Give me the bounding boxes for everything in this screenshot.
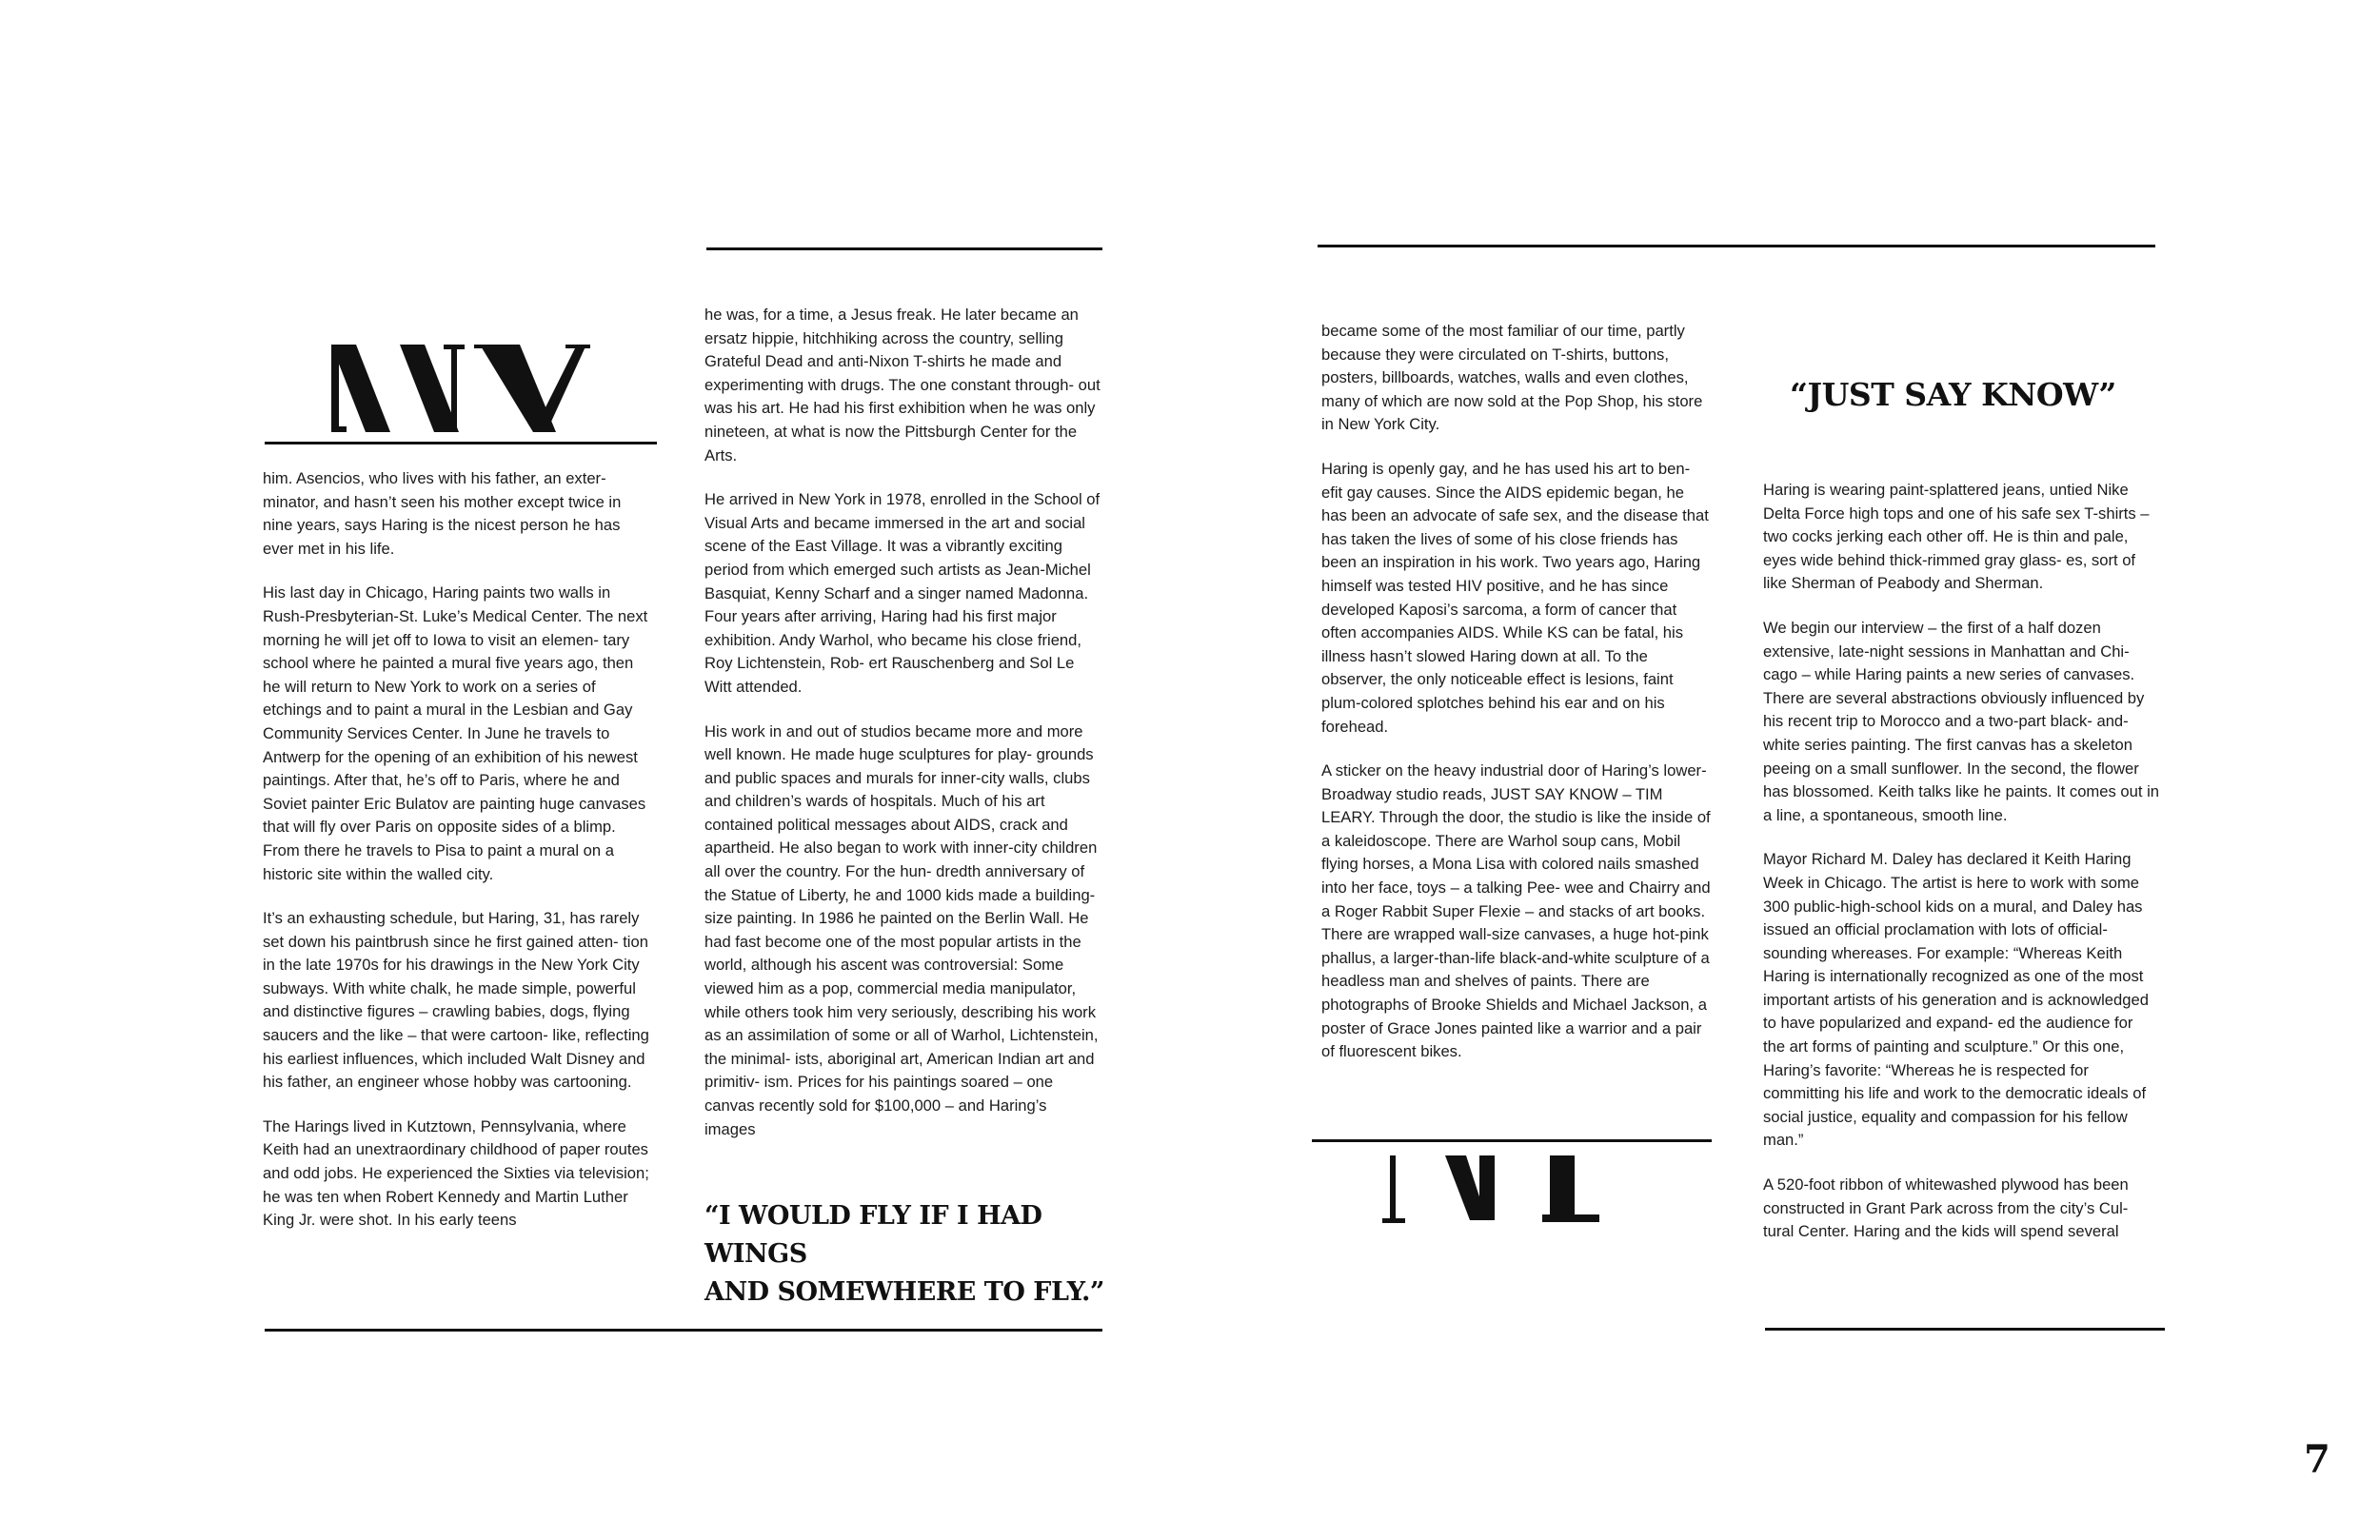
pull-quote [704, 1197, 1123, 1312]
col2-paragraph: He arrived in New York in 1978, enrolled in the School of Visual Arts and became immersed in the art and social scene of the East Village. It was a vibrantly exciting period from which emerged such artists as Jean-Michel Basquiat, Kenny Scharf and a singer named Madonna. Four years after arriving, Haring had his first major exhibition. Andy Warhol, who became his close friend, Roy Lichtenstein, Rob- ert Rauschenberg and Sol Le Witt attended. [704, 490, 1101, 696]
col1-paragraph: It’s an exhausting schedule, but Haring, 31, has rarely set down his paintbrush since he first gained atten- tion in the late 1970s for his drawings in the New York City subways. With white chalk, he made simple, powerful and distinctive figures – crawling babies, dogs, flying saucers and the like – that were cartoon- like, reflecting his earliest influences, which included Walt Disney and his father, an engineer whose hobby was cartooning. [263, 909, 649, 1092]
col1-paragraph: The Harings lived in Kutztown, Pennsylvania, where Keith had an unextraordinary childhood of paper routes and odd jobs. He experienced the Sixties via television; he was ten when Robert Kennedy and Martin Luther King Jr. were shot. In his early teens [263, 1116, 649, 1230]
article-column-4 [1763, 479, 2159, 1265]
article-column-1 [263, 467, 651, 1254]
page-number: 7 [2304, 1437, 2330, 1482]
col2-paragraph: he was, for a time, a Jesus freak. He later became an ersatz hippie, hitchhiking across the country, selling Grateful Dead and anti-Nixon T-shirts he made and experimenting with drugs. The one constant through- out was his art. He had his first exhibition when he was only nineteen, at what is now the Pittsburgh Center for the Arts. [704, 306, 1101, 464]
article-column-3 [1321, 320, 1712, 1085]
col1-paragraph: His last day in Chicago, Haring paints two walls in Rush-Presbyterian-St. Luke’s Medical Center. The next morning he will jet off to Iowa to visit an elemen- tary school where he painted a mural five years ago, then he will return to New York to work on a series of etchings and to paint a mural in the Lesbian and Gay Community Services Center. In June he travels to Antwerp for the opening of an exhibition of his newest paintings. After that, he’s off to Paris, where he and Soviet painter Eric Bulatov are painting huge canvases that will fly over Paris on opposite sides of a blimp. From there he travels to Pisa to paint a mural on a historic site within the walled city. [263, 583, 648, 883]
col1-paragraph: him. Asencios, who lives with his father, an exter- minator, and hasn’t seen his mother except twice in nine years, says Haring is the nicest person he has ever met in his life. [263, 469, 622, 558]
section-headline: “JUST SAY KNOW” [1790, 376, 2116, 413]
rule-bottom-right [1765, 1328, 2165, 1331]
rule-under-decorative-nv [265, 442, 657, 444]
rule-top-col2 [706, 247, 1102, 250]
pull-quote-line-1: “I WOULD FLY IF I HAD WINGS [704, 1201, 1042, 1269]
col3-paragraph: Haring is openly gay, and he has used his art to ben- efit gay causes. Since the AIDS epidemic began, he has been an advocate of safe sex, and the disease that has taken the lives of some of his close friends has been an inspiration in his work. Two years ago, Haring himself was tested HIV positive, and he has since developed Kaposi’s sarcoma, a form of cancer that often accompanies AIDS. While KS can be fatal, his illness hasn’t slowed Haring down at all. To the observer, the only noticeable effect is lesions, faint plum-colored splotches behind his ear and on his forehead. [1321, 459, 1709, 736]
col3-paragraph: A sticker on the heavy industrial door of Haring’s lower-Broadway studio reads, JUST SAY KNOW – TIM LEARY. Through the door, the studio is like the inside of a kaleidoscope. There are Warhol soup cans, Mobil flying horses, a Mona Lisa with colored nails smashed into her face, toys – a talking Pee- wee and Chairry and a Roger Rabbit Super Flexie – and stacks of art books. There are wrapped wall-size canvases, a huge hot-pink phallus, a larger-than-life black-and-white sculpture of a headless man and shelves of paints. There are photographs of Brooke Shields and Michael Jackson, a poster of Grace Jones painted like a warrior and a pair of fluorescent bikes. [1321, 761, 1711, 1061]
pull-quote-line-2: AND SOMEWHERE TO FLY.” [704, 1277, 1104, 1307]
decorative-letter-shapes-bottom [1382, 1155, 1611, 1224]
decorative-letter-shapes-top [331, 345, 590, 432]
rule-top-right [1318, 245, 2155, 247]
col4-paragraph: We begin our interview – the first of a half dozen extensive, late-night sessions in Manhattan and Chi- cago – while Haring paints a new series of canvases. There are several abstractions obviously influenced by his recent trip to Morocco and a two-part black- and-white series painting. The first canvas has a skeleton peeing on a small sunflower. In the second, the flower has blossomed. Keith talks like he paints. It comes out in a line, a spontaneous, smooth line. [1763, 618, 2159, 824]
col2-paragraph: His work in and out of studios became more and more well known. He made huge sculptures for play- grounds and public spaces and murals for inner-city walls, clubs and children’s wards of hospitals. Much of his art contained political messages about AIDS, crack and apartheid. He also began to work with inner-city children all over the country. For the hun- dredth anniversary of the Statue of Liberty, he and 1000 kids made a building-size painting. In 1986 he painted on the Berlin Wall. He had fast become one of the most popular artists in the world, although his ascent was controversial: Some viewed him as a pop, commercial media manipulator, while others took him very seriously, describing his work as an assimilation of some or all of Warhol, Lichtenstein, the minimal- ists, aboriginal art, American Indian art and primitiv- ism. Prices for his paintings soared – one canvas recently sold for $100,000 – and Haring’s images [704, 721, 1099, 1138]
article-column-2 [704, 304, 1101, 1162]
rule-above-decorative-in [1312, 1139, 1712, 1142]
col4-paragraph: Mayor Richard M. Daley has declared it Keith Haring Week in Chicago. The artist is here to work with some 300 public-high-school kids on a mural, and Daley has issued an official proclamation with lots of official-sounding whereases. For example: “Whereas Keith Haring is internationally recognized as one of the most important artists of his generation and is acknowledged to have popularized and expand- ed the audience for the art forms of painting and sculpture.” Or this one, Haring’s favorite: “Whereas he is respected for committing his life and work to the democratic ideals of social justice, equality and compassion for his fellow man.” [1763, 850, 2149, 1150]
col4-paragraph: Haring is wearing paint-splattered jeans, untied Nike Delta Force high tops and one of his safe sex T-shirts – two cocks jerking each other off. He is thin and pale, eyes wide behind thick-rimmed gray glass- es, sort of like Sherman of Peabody and Sherman. [1763, 481, 2150, 593]
col3-paragraph: became some of the most familiar of our time, partly because they were circulated on T-shirts, buttons, posters, billboards, watches, walls and even clothes, many of which are now sold at the Pop Shop, his store in New York City. [1321, 322, 1703, 434]
rule-bottom-left [265, 1329, 1102, 1332]
col4-paragraph: A 520-foot ribbon of whitewashed plywood has been constructed in Grant Park across from the city’s Cul- tural Center. Haring and the kids will spend several [1763, 1175, 2129, 1241]
